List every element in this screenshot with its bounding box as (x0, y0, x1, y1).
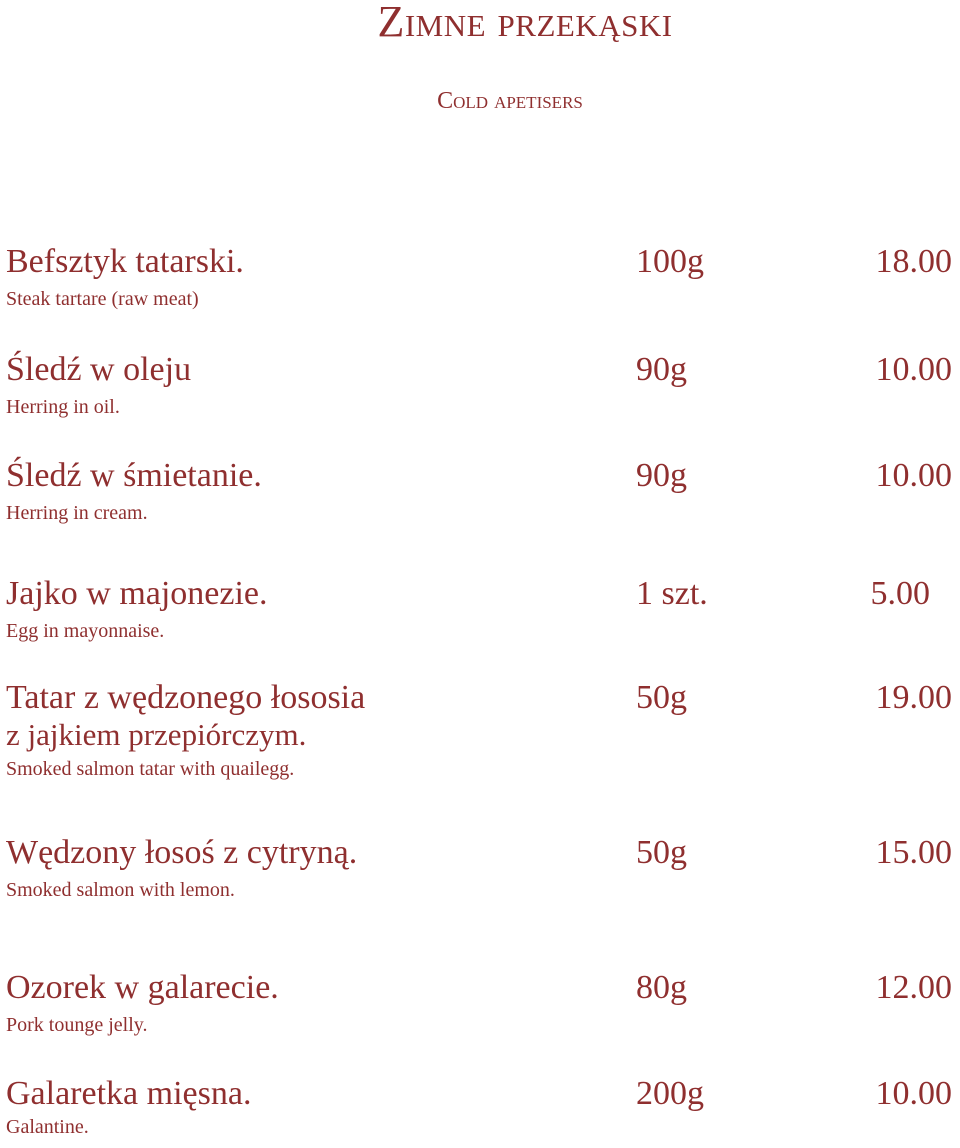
item-price: 10.00 (875, 351, 952, 388)
item-translation: Smoked salmon tatar with quailegg. (6, 758, 295, 780)
menu-item-salmon-tatar (6, 679, 956, 781)
item-weight: 1 szt. (636, 575, 708, 612)
item-translation: Herring in cream. (6, 502, 148, 524)
item-name: Śledź w śmietanie. (6, 457, 262, 494)
item-weight: 50g (636, 834, 687, 871)
menu-item-herring-oil (6, 351, 956, 419)
item-weight: 90g (636, 351, 687, 388)
item-name-line2: z jajkiem przepiórczym. (6, 717, 307, 752)
item-name: Tatar z wędzonego łososia (6, 679, 366, 716)
item-translation: Herring in oil. (6, 396, 120, 418)
item-name: Ozorek w galarecie. (6, 969, 279, 1006)
item-price: 15.00 (875, 834, 952, 871)
item-weight: 90g (636, 457, 687, 494)
menu-item-egg-mayonnaise (6, 575, 956, 643)
item-name: Wędzony łosoś z cytryną. (6, 834, 358, 871)
item-price: 19.00 (875, 679, 952, 716)
menu-item-tongue-jelly (6, 969, 956, 1037)
item-price: 10.00 (875, 1075, 952, 1112)
menu-title: Zimne przekąski (377, 0, 673, 46)
item-translation: Steak tartare (raw meat) (6, 288, 199, 310)
item-translation: Galantine. (6, 1116, 89, 1138)
item-price: 10.00 (875, 457, 952, 494)
item-weight: 80g (636, 969, 687, 1006)
item-weight: 50g (636, 679, 687, 716)
menu-subtitle: Cold apetisers (437, 88, 583, 114)
item-name: Galaretka mięsna. (6, 1075, 252, 1112)
item-translation: Egg in mayonnaise. (6, 620, 165, 642)
item-price: 5.00 (870, 575, 930, 612)
menu-item-steak-tartare (6, 243, 956, 311)
item-price: 18.00 (875, 243, 952, 280)
item-translation: Smoked salmon with lemon. (6, 879, 235, 901)
item-weight: 100g (636, 243, 704, 280)
item-name: Jajko w majonezie. (6, 575, 268, 612)
item-translation: Pork tounge jelly. (6, 1014, 148, 1036)
item-weight: 200g (636, 1075, 704, 1112)
item-name: Befsztyk tatarski. (6, 243, 244, 280)
item-name: Śledź w oleju (6, 351, 192, 388)
menu-item-herring-cream (6, 457, 956, 525)
item-price: 12.00 (875, 969, 952, 1006)
menu-item-galantine (6, 1075, 956, 1139)
menu-item-smoked-salmon-lemon (6, 834, 956, 902)
